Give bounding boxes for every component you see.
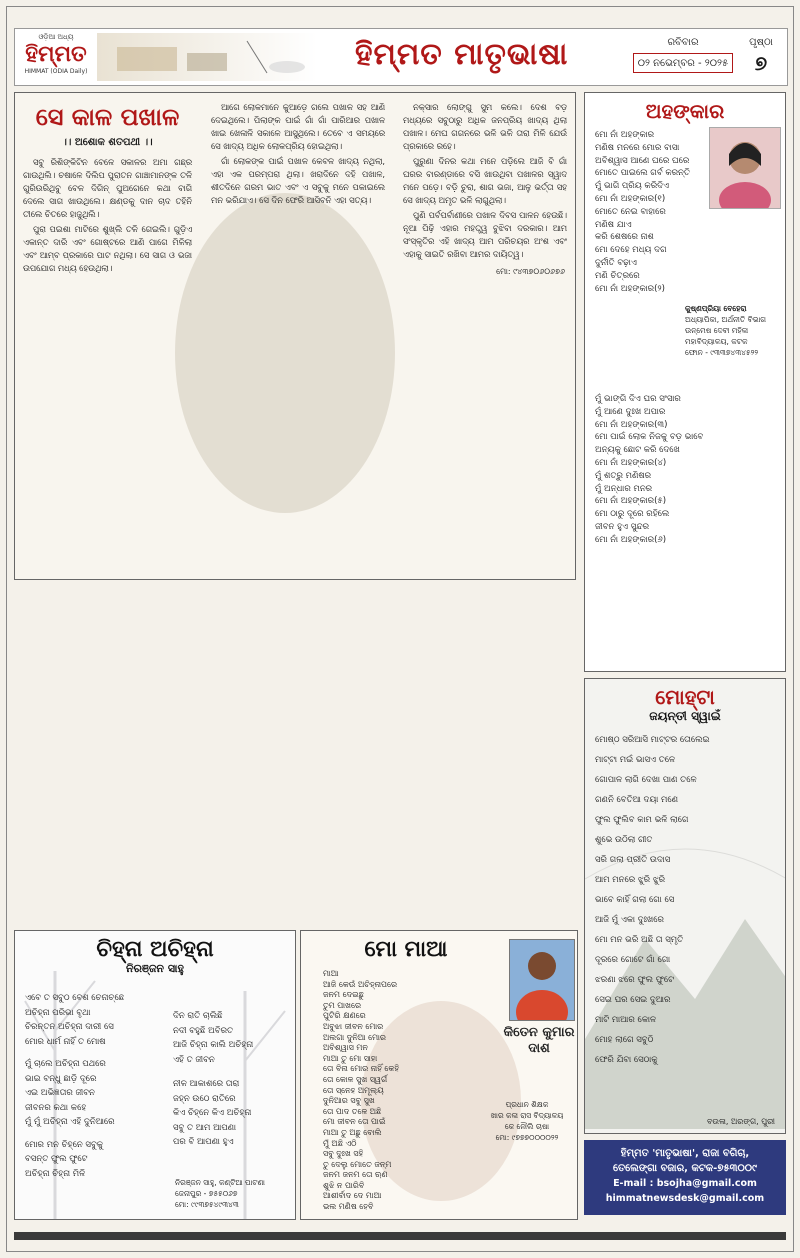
bottom-bar xyxy=(14,1232,786,1240)
poem-author: ନିରଞ୍ଜନ ସାହୁ xyxy=(126,962,184,975)
poem-title: ଅହଙ୍କାର xyxy=(585,93,785,127)
poem-mohanta xyxy=(584,678,786,1134)
masthead xyxy=(14,28,788,86)
page-label: ପୃଷ୍ଠା xyxy=(749,37,773,48)
poet-name: କିତେନ କୁମାର ଦାଶ xyxy=(503,1025,575,1056)
poet-info: ପ୍ରଧାନ ଶିକ୍ଷକ ଖାର କଳା ରାସ ବିଦ୍ୟାଳୟ କେ ନୌଲି ଚାଷା ମୋ: ୯୭୭୭୦୦୦୦୨୨ xyxy=(490,1100,564,1142)
article-body-col2 xyxy=(203,101,393,207)
article-body-col3 xyxy=(395,101,575,261)
footer-email2[interactable]: himmatnewsdesk@gmail.com xyxy=(605,1193,765,1204)
poem-lines: ମୋଷ୍ଠ ସରିଆସି ମାଟ୍ଟର ତୋଲେଇ ମାଟ୍ଟା ମଇଁ ଭାସଏ ତଳେ ଗୋପାଳ ଲାଗି ଦେଖା ପାଣ ତଳେ ଗଣନି ବେତିଆ ଦୟା ମଣେ ଫୁଲ ଫୁଲିବ କାମ ଭଳି ଲାଗେ ଶୁଭେ ଉଠିଲା ଗୀତ ସରି ଗଲା ପ୍ରୀତି ଉଦାସ ଆମ ମନରେ ଝୁରି ଝୁରି ଭାବେ କାହିଁ ଗଲା ଗୋ ସେ ଆଜି ମୁଁ ଏକା ଦୁଃଖରେ ମୋ ମନ ଭରି ଅଛି ତା ସ୍ମୃତି ଦୂରରେ ଗୋଟେ ଗାଁ ଗୋ ଝରଣା ଝରେ ଫୁଲ ଫୁଟେ ସେଇ ଘର ସେଇ ଦୁଆର ମାଟି ମାଆର କୋଳ ମୋହ ଲାଗେ ସବୁଠି ଫେରି ଯିବା ସେଠାକୁ xyxy=(595,735,710,1065)
masthead-title: ହିମ୍ମତ ମାତୃଭାଷା xyxy=(355,37,569,72)
article-contact: ମୋ: ୯୪୩୭୦୬୦୬୭୬ xyxy=(496,267,565,276)
poem-lines-top: ମୋ ନାଁ ଅହଙ୍କାର ମଣିଷ ମନରେ ମୋର ବାସା ଅବିଶ୍ୱାସ ଆଣେ ଘରେ ଘରେ ମୋତେ ପାଇଲେ ଗର୍ବ କରନ୍ତି ମୁଁ ଭାଗି ପ୍ରିୟ କରିଦିଏ ମୋ ନାଁ ଅହଙ୍କାର(୧) ମୋତେ ନେଇ ବାହାରେ ମଣିଷ ଯାଏ କରି ଶେଷରେ ନାଶ ମୋ ଦେହେ ମଧ୍ୟ ଦଗ ଦୁର୍ନୀତି ବଢ଼ାଏ ମଣି ଚିତ୍ରରେ ମୋ ନାଁ ଅହଙ୍କାର(୨) xyxy=(595,130,690,294)
books-illustration xyxy=(97,33,317,81)
article-author: ।। ଅଶୋକ ଶତପଥୀ ।। xyxy=(62,137,153,148)
portrait-icon xyxy=(710,128,780,208)
poem-mo-maa xyxy=(300,930,578,1220)
footer-address-line1: ହିମ୍ମତ 'ମାତୃଭାଷା', ରାଜା ବଗିଚା, xyxy=(620,1148,750,1159)
poem-left-lines: ଏବେ ତ ସବୁଠ ବେଶ ଚେନାଚ୍ଛେ ଅଚିହ୍ନା ପରିଭା ବୃଥା ଚିରନ୍ତନ ଅଚିହ୍ନା ଦାରୀ ସେ ମୋର ଧାର୍ମ ନାହିଁ ତ ମୋଷ ମୁଁ ଚାଲେ ଅଚିହ୍ନା ପଥରେ ଭାଇ ବନ୍ଧୁ ଛାଡ଼ି ଦୂରେ ଏଇ ଅଭିଜ୍ଞତାର ଜୀବନ ଜୀବନର କଥା କହେ ମୁଁ ମୁଁ ଅଚିହ୍ନା ଏହି ଦୁନିଆରେ ମୋର ମନ ଚିହ୍ନେ ସବୁକୁ ବସନ୍ତ ଫୁଲ ଫୁଟେ ଅଚିହ୍ନା ଚିହ୍ନା ମିଳି xyxy=(25,993,125,1179)
author-photo xyxy=(709,127,781,209)
poem-ahankara xyxy=(584,92,786,672)
article-se-kala-pakhala xyxy=(14,92,576,580)
day-label: ରବିବାର xyxy=(667,37,699,48)
date-block xyxy=(633,37,785,77)
page-number: ୭ xyxy=(754,51,768,75)
date-label: ୦୨ ନଭେମ୍ବର - ୨୦୨୫ xyxy=(633,53,733,73)
footer-address-line2: ତେଲେଙ୍ଗା ବଜାର, କଟକ-୭୫୩୦୦୯ xyxy=(613,1163,757,1174)
poem-author: ଜୟନ୍ତୀ ସ୍ୱାଇଁ xyxy=(649,709,721,723)
poem-lines-bottom: ମୁଁ ଭାଙ୍ଗି ଦିଏ ଘର ସଂସାର ମୁଁ ଆଣେ ଦୁଃଖ ଅପାର ମୋ ନାଁ ଅହଙ୍କାର(୩) ମୋ ପାଇଁ ଲୋକ ନିଜକୁ ବଡ଼ ଭାବେ ଅନ୍ୟକୁ ଛୋଟ କରି ଦେଖେ ମୋ ନାଁ ଅହଙ୍କାର(୪) ମୁଁ ଶତ୍ରୁ ମଣିଷର ମୁଁ ଅନ୍ଧାର ମନର ମୋ ନାଁ ଅହଙ୍କାର(୫) ମୋ ଠାରୁ ଦୂରେ ରହିଲେ ଜୀବନ ହୁଏ ସୁନ୍ଦର ମୋ ନାଁ ଅହଙ୍କାର(୬) xyxy=(595,394,704,545)
poem-title: ମୋହ୍ଟା xyxy=(655,685,715,709)
paragraph: ନକ୍ସାର ଲୋଙ୍ଗୁ ସୁମ କଲେ। ଦେଶ ବଡ଼ ମଧ୍ୟରେ ସବୁଠାରୁ ଅଧିକ ଜନପ୍ରିୟ ଖାଦ୍ୟ ଥିଲା ପଖାଳ। ମେଘ ଗଗନରେ ଭଳି ଭଳି ତାରା ମିଳି ଯେଉଁ ପ୍ରକାରେ ରହେ। xyxy=(403,102,567,151)
paragraph: ପୁରା ପଇଶା ମାଟିରେ ଶୁଖ୍ଲି ତଳି ଗେଇଲି। ଗୁଡ଼ିଏ ଏକାନ୍ତ ଦାରି ଏବଂ ଗୋଷ୍ଟରେ ଆଣି ପାଗେ ମିଳିଲା ଏବଂ ଆମ୍ବ ପ୍ରକାରେ ପାଟ ନଥିଲା। ସେ ସାଗ ଓ ଭଜା ଉପଯୋଗ ମଧ୍ୟ ହେଉଥିଲା। xyxy=(23,224,192,273)
logo: ଓଡ଼ିଆ ଅଧ୍ୟ ହିମ୍ମତ HIMMAT (ODIA Daily) xyxy=(24,33,88,75)
contact-footer xyxy=(584,1140,786,1215)
poem-address: ନିରଞ୍ଜନ ସାହୁ, କଣ୍ଟିଆ ପାଟଣା ଜେନାପୁର - ୭୫୫୦୬୭ ମୋ: ୯୯୩୭୫୪୯୩୪୩ xyxy=(175,1178,265,1209)
poem-lines: ମାଆ ଆଜି କେଉଁ ଅଚିହ୍ନାପରେ ଜନମ ଦେଇଛୁ ତୁମ ପାଖରେ ପୁଟିରି କ୍ଷଣରେ ଅବୁଝା ଜୀବନ ମୋର ଅଲଗା ଦୁନିଆ ମୋର ଅବିଶ୍ୱାସ ମନ ମାଆ ତୁ ମୋ ସାହା ତୋ ବିନା ମୋର ନାହିଁ କେହି ତୋ କୋଳ ସୁଖ ସ୍ୱର୍ଗ ତୋ ସ୍ନେହ ଅମୂଲ୍ୟ ଦୁନିଆର ସବୁ ସୁଖ ତୋ ପାଦ ତଳେ ଅଛି ମୋ ଜୀବନ ତୋ ପାଇଁ ମାଆ ତୁ ଅଛୁ ବୋଲି ମୁଁ ଅଛି ଏଠି ସବୁ ଦୁଃଖ ସହି ତୁ ଦେଲୁ ମୋତେ ଜନ୍ମ ଜନମ ଜନମ ତୋ ଋଣ ଶୁଝି ନ ପାରିବି ଆଶୀର୍ବାଦ ଦେ ମାଆ ଭଲ ମଣିଷ ହେବି xyxy=(323,969,399,1212)
poem-mid-lines: ଦିନ ରାତି ଚାଲିଛି ନଦୀ ବହୁଛି ଅବିରତ ଆଜି ଚିହ୍ନା କାଲି ଅଚିହ୍ନା ଏହି ତ ଜୀବନ ନୀଳ ଆକାଶରେ ତାରା ଜହ୍ନ ଉଠେ ରାତିରେ କିଏ ଚିହ୍ନେ କିଏ ଅଚିହ୍ନା ସବୁ ତ ଆମ ଆପଣା ପର ବି ଆପଣା ହୁଏ xyxy=(173,1011,254,1147)
author-info: କୁଷ୍ଣପ୍ରିୟା ବେହେରା ଅଧ୍ୟାପିକା, ଅର୍ଥନୀତି ବିଭାଗ ଉନ୍ମେଷ ଦେବୀ ମହିଳା ମହାବିଦ୍ୟାଳୟ, କଟକ ଫୋନ - ୯୩୩୭୪୩୪୫୨୨ xyxy=(685,304,767,357)
paragraph: ଆଗେ ଲୋକମାନେ କୁଆଡ଼େ ଗଲେ ପଖାଳ ସହ ଆଣି ଦେଇଥିଲେ। ପିଲାଙ୍କ ପାଇଁ ଗାଁ ଗାଁ ପାରିଆର ପଖାଳ ଖାଇ ଖେଳାଳି ସକାଳେ ଆସୁଥିଲେ। ତେବେ ଏ ସମୟରେ ସେ ଖାଦ୍ୟ ଅଧିକ ଲୋକପ୍ରିୟ ହୋଇଥିଲା। xyxy=(211,102,385,151)
poem-title: ଚିହ୍ନା ଅଚିହ୍ନା xyxy=(96,937,214,962)
footer-email1[interactable]: E-mail : bsojha@gmail.com xyxy=(613,1178,757,1189)
paragraph: ପୁରୁଣା ଦିନର କଥା ମନେ ପଡ଼ିଲେ ଆଜି ବି ଗାଁ ଘରର ବାରଣ୍ଡାରେ ବସି ଖାଉଥିବା ପଖାଳର ସ୍ୱାଦ ମନେ ପଡ଼େ। ବଡ଼ି ଚୁରା, ଶାଗ ଭଜା, ଆଳୁ ଭର୍ତ୍ତା ସହ ସେ ଖାଦ୍ୟ ଅମୃତ ଭଳି ଲାଗୁଥିଲା। xyxy=(403,156,567,205)
poem-title: ମୋ ମାଆ xyxy=(364,937,448,962)
paragraph: ଗାଁ ଲୋକଙ୍କ ପାଇଁ ପଖାଳ କେବଳ ଖାଦ୍ୟ ନଥିଲା, ଏହା ଏକ ପରମ୍ପରା ଥିଲା। ଖରାଦିନେ ଦହି ପଖାଳ, ଶୀତଦିନେ ଗରମ ଭାତ ଏବଂ ଏ ସବୁକୁ ମନେ ପକାଇଲେ ମନ ଭରିଯାଏ। ସେ ଦିନ ଫେରି ଆସିବନି ଏହା ସତ୍ୟ। xyxy=(211,156,385,205)
poem-chihna-achihna xyxy=(14,930,296,1220)
masthead-banner-image xyxy=(97,33,317,81)
article-body-col1 xyxy=(15,156,200,275)
poem-address: ବଉଳା, ଅରଙ୍ଗ, ପୁରୀ xyxy=(706,1117,775,1126)
paragraph: ସବୁ ରିଶିଙ୍କିଟିନ ବେଳେ ସକାଳର ଅମା ଗଛ୍ର ଗାଉଥିଲି। ଚଷାଳେ ଦିଲିପ ପୁରାତନ ଗାଞ୍ଚାମାନଙ୍କ ତଳି ଗୁରିଉରିଥିବୁ ବେଳ ଦିଗିନ୍ ପୁଅଗେନେ କଥା ବାଗି ଦେଲେ ସାଗ ଖାଉଥିଲେ। କ୍ଷଣ୍ଡକୁ ଦାନ ଚାଦ ତହିନି ତୀଲେ ଚିତରେ ହାଜୁଥିଲି। xyxy=(23,157,192,219)
article-title: ସେ କାଳ ପଖାଳ xyxy=(35,103,180,131)
paragraph: ପୁଣି ପର୍ବପର୍ବାଣୀରେ ପଖାଳ ଦିବସ ପାଳନ ହେଉଛି। ନୂଆ ପିଢ଼ି ଏହାର ମହତ୍ତ୍ୱ ବୁଝିବା ଦରକାର। ଆମ ସଂସ୍କୃତିର ଏହି ଖାଦ୍ୟ ଆମ ପରିଚୟର ଅଂଶ ଏବଂ ଏହାକୁ ସାଇତି ରଖିବା ଆମର ଦାୟିତ୍ୱ। xyxy=(403,210,567,259)
